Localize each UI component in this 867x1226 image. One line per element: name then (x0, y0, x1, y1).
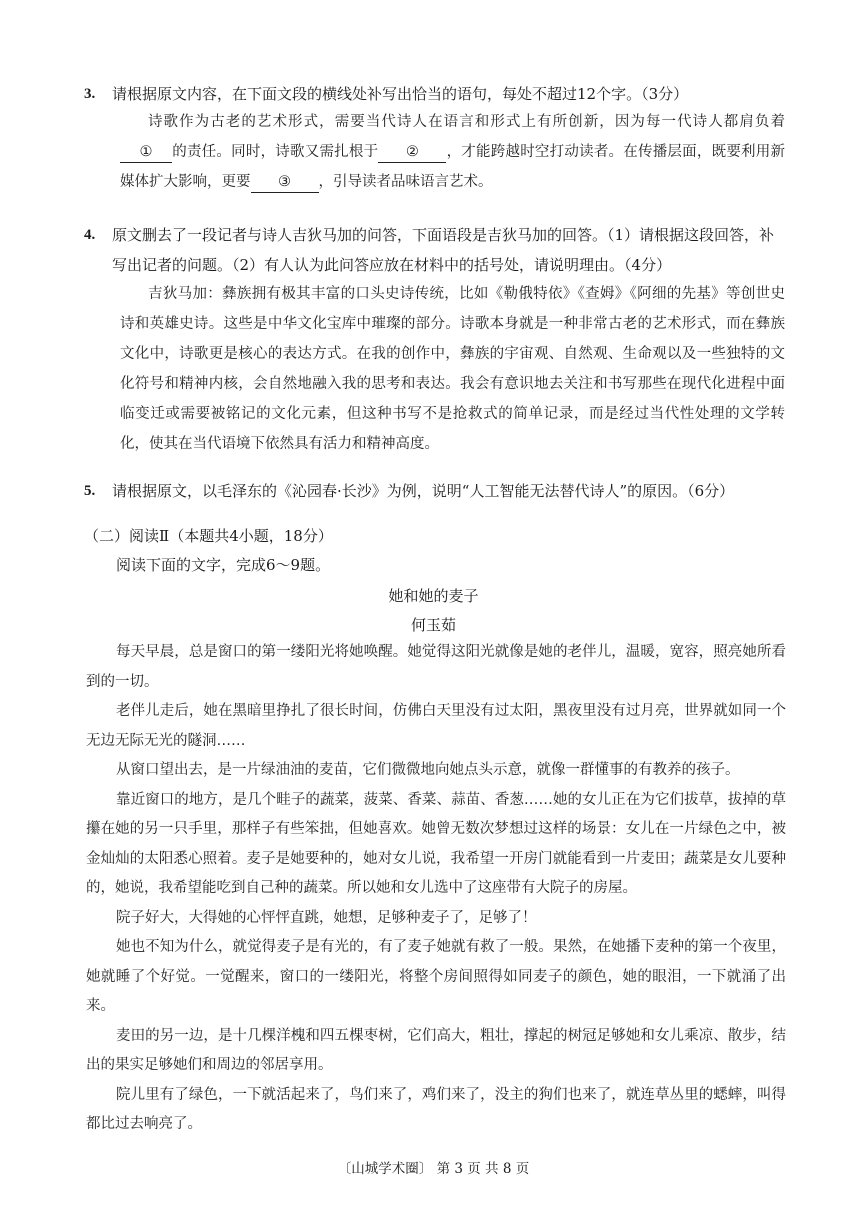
question-stem: 请根据原文内容，在下面文段的横线处补写出恰当的语句，每处不超过12个字。（3分） (112, 85, 689, 103)
question-3-passage (120, 107, 785, 197)
question-number: 3. (84, 86, 96, 102)
story-title: 她和她的麦子 (388, 587, 479, 605)
passage-text: ，引导读者品味语言艺术。 (318, 174, 493, 190)
answer-blank-3[interactable]: ③ (251, 172, 319, 193)
question-stem: 原文删去了一段记者与诗人吉狄马加的问答，下面语段是吉狄马加的回答。（1）请根据这段回答，补写出记者的问题。（2）有人认为此问答应放在材料中的括号处，请说明理由。（4分） (112, 226, 775, 274)
answer-blank-2[interactable]: ② (378, 142, 446, 163)
story-paragraph: 麦田的另一边，是十几棵洋槐和四五棵枣树，它们高大，粗壮，撑起的树冠足够她和女儿乘凉、散步，结出的果实足够她们和周边的邻居享用。 (86, 1027, 786, 1073)
question-number: 5. (84, 483, 96, 499)
story-paragraph: 靠近窗口的地方，是几个畦子的蔬菜，菠菜、香菜、蒜苗、香葱……她的女儿正在为它们拔草，拔掉的草攥在她的另一只手里，那样子有些笨拙，但她喜欢。她曾无数次梦想过这样的场景：女儿在一片绿色之中，被金灿灿的太阳悉心照着。麦子是她要种的，她对女儿说，我希望一开房门就能看到一片麦田；蔬菜是女儿要种的，她说，我希望能吃到自己种的蔬菜。所以她和女儿选中了这座带有大院子的房屋。 (86, 791, 786, 896)
story-paragraph: 院儿里有了绿色，一下就活起来了，鸟们来了，鸡们来了，没主的狗们也来了，就连草丛里的蟋蟀，叫得都比过去响亮了。 (86, 1086, 786, 1132)
story-paragraph: 她也不知为什么，就觉得麦子是有光的，有了麦子她就有救了一般。果然，在她播下麦种的第一个夜里，她就睡了个好觉。一觉醒来，窗口的一缕阳光，将整个房间照得如同麦子的颜色，她的眼泪，一下就涌了出来。 (86, 939, 786, 1014)
page-footer: 〔山城学术圈〕 第 3 页 共 8 页 (337, 1161, 530, 1177)
answer-blank-1[interactable]: ① (120, 142, 172, 163)
question-3 (84, 79, 784, 109)
story-paragraph: 从窗口望出去，是一片绿油油的麦苗，它们微微地向她点头示意，就像一群懂事的有教养的孩子。 (116, 762, 740, 778)
passage-text: ，才能跨越时空打动读者。在传播层面，既要利用新媒体扩大影响，更要 (120, 144, 786, 190)
question-stem: 请根据原文，以毛泽东的《沁园春·长沙》为例，说明“人工智能无法替代诗人”的原因。（6分） (112, 482, 735, 500)
story-body (86, 638, 786, 1140)
passage-text: 的责任。同时，诗歌又需扎根于 (172, 144, 379, 160)
question-5 (84, 476, 784, 506)
story-paragraph: 老伴儿走后，她在黑暗里挣扎了很长时间，仿佛白天里没有过太阳，黑夜里没有过月亮，世界就如同一个无边无际无光的隧洞…… (86, 703, 786, 749)
section-heading: （二）阅读Ⅱ（本题共4小题，18分） (84, 527, 333, 545)
story-paragraph: 院子好大，大得她的心怦怦直跳，她想，足够种麦子了，足够了！ (116, 909, 537, 926)
story-paragraph: 每天早晨，总是窗口的第一缕阳光将她唤醒。她觉得这阳光就像是她的老伴儿，温暖，宽容，照亮她所看到的一切。 (86, 644, 786, 690)
question-number: 4. (84, 227, 96, 243)
question-4-passage: 吉狄马加：彝族拥有极其丰富的口头史诗传统，比如《勒俄特依》《查姆》《阿细的先基》等创世史诗和英雄史诗。这些是中华文化宝库中璀璨的部分。诗歌本身就是一种非常古老的艺术形式，而在彝族文化中，诗歌更是核心的表达方式。在我的创作中，彝族的宇宙观、自然观、生命观以及一些独特的文化符号和精神内核，会自然地融入我的思考和表达。我会有意识地去关注和书写那些在现代化进程中面临变迁或需要被铭记的文化元素，但这种书写不是抢救式的简单记录，而是经过当代性处理的文学转化，使其在当代语境下依然具有活力和精神高度。 (120, 286, 785, 452)
question-4 (84, 220, 784, 280)
section-instruction: 阅读下面的文字，完成6～9题。 (116, 556, 331, 574)
story-author: 何玉茹 (410, 616, 456, 634)
passage-text: 诗歌作为古老的艺术形式，需要当代诗人在语言和形式上有所创新，因为每一代诗人都肩负着 (148, 114, 785, 130)
